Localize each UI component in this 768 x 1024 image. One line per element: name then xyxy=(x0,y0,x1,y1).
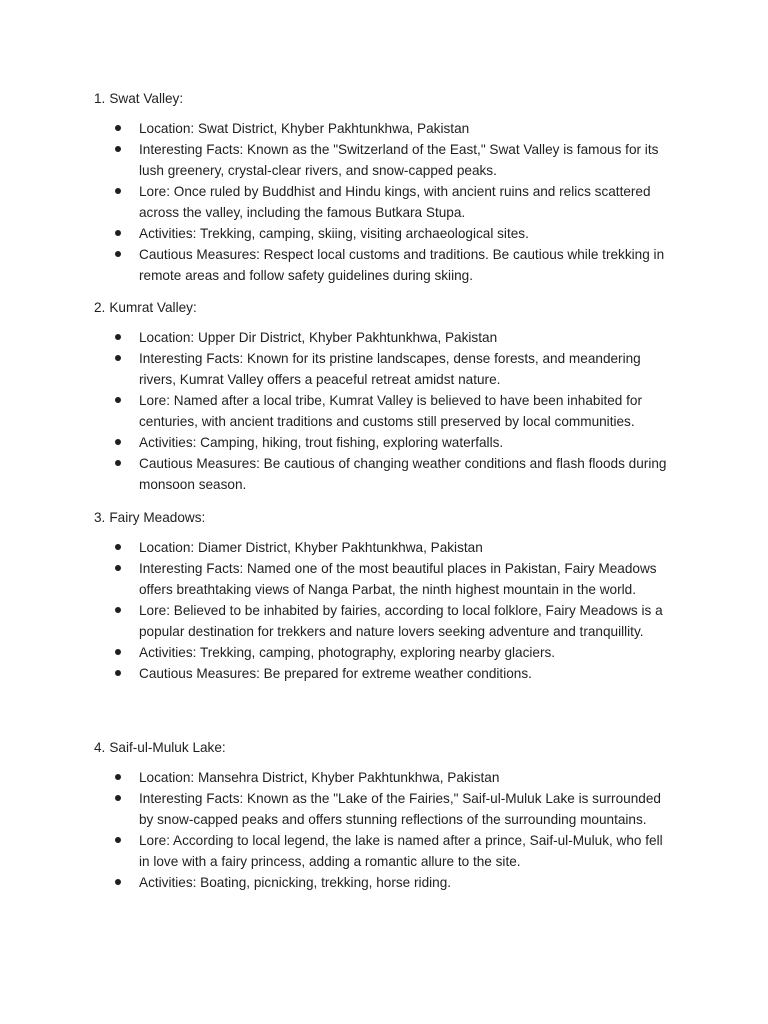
bullet-list xyxy=(0,327,768,495)
list-item xyxy=(0,872,768,893)
list-item xyxy=(0,642,768,663)
list-item xyxy=(0,830,768,872)
list-item xyxy=(0,348,768,390)
section-heading xyxy=(94,297,197,318)
bullet-icon xyxy=(115,397,121,403)
bullet-list xyxy=(0,118,768,286)
list-item-text: Lore: Once ruled by Buddhist and Hindu kings, with ancient ruins and relics scattered across the valley, including the famous Butkara Stupa. xyxy=(139,184,651,220)
list-item xyxy=(0,244,768,286)
list-item xyxy=(0,767,768,788)
bullet-icon xyxy=(115,670,121,676)
section-number: 3. xyxy=(94,510,106,525)
list-item-text: Lore: According to local legend, the lake is named after a prince, Saif-ul-Muluk, who fell in love with a fairy princess, adding a romantic allure to the site. xyxy=(139,833,663,869)
list-item xyxy=(0,390,768,432)
bullet-icon xyxy=(115,188,121,194)
list-item-text: Location: Swat District, Khyber Pakhtunkhwa, Pakistan xyxy=(139,121,470,136)
section-heading xyxy=(94,507,205,528)
bullet-icon xyxy=(115,439,121,445)
bullet-icon xyxy=(115,544,121,550)
bullet-icon xyxy=(115,251,121,257)
list-item-text: Cautious Measures: Be prepared for extreme weather conditions. xyxy=(139,666,532,681)
bullet-icon xyxy=(115,649,121,655)
list-item xyxy=(0,223,768,244)
bullet-list xyxy=(0,537,768,684)
section-title: Fairy Meadows: xyxy=(109,510,206,525)
bullet-icon xyxy=(115,334,121,340)
list-item-text: Interesting Facts: Known as the "Switzerland of the East," Swat Valley is famous for its lush greenery, crystal-clear rivers, and snow-capped peaks. xyxy=(139,142,659,178)
list-item xyxy=(0,118,768,139)
bullet-icon xyxy=(115,774,121,780)
bullet-icon xyxy=(115,879,121,885)
bullet-icon xyxy=(115,837,121,843)
list-item xyxy=(0,432,768,453)
bullet-icon xyxy=(115,230,121,236)
list-item-text: Lore: Named after a local tribe, Kumrat Valley is believed to have been inhabited for centuries, with ancient traditions and customs still preserved by local communities. xyxy=(139,393,643,429)
list-item xyxy=(0,663,768,684)
list-item-text: Activities: Trekking, camping, skiing, visiting archaeological sites. xyxy=(139,226,529,241)
list-item-text: Cautious Measures: Be cautious of changing weather conditions and flash floods during monsoon season. xyxy=(139,456,667,492)
bullet-icon xyxy=(115,565,121,571)
section-title: Saif-ul-Muluk Lake: xyxy=(109,740,226,755)
list-item xyxy=(0,788,768,830)
list-item-text: Location: Upper Dir District, Khyber Pakhtunkhwa, Pakistan xyxy=(139,330,498,345)
bullet-icon xyxy=(115,795,121,801)
bullet-icon xyxy=(115,125,121,131)
list-item xyxy=(0,600,768,642)
section-heading xyxy=(94,88,183,109)
list-item-text: Location: Mansehra District, Khyber Pakhtunkhwa, Pakistan xyxy=(139,770,500,785)
list-item-text: Cautious Measures: Respect local customs and traditions. Be cautious while trekking in remote areas and follow safety guidelines during skiing. xyxy=(139,247,665,283)
list-item xyxy=(0,558,768,600)
bullet-icon xyxy=(115,146,121,152)
list-item-text: Interesting Facts: Named one of the most beautiful places in Pakistan, Fairy Meadows offers breathtaking views of Nanga Parbat, the ninth highest mountain in the world. xyxy=(139,561,657,597)
section-title: Swat Valley: xyxy=(109,91,184,106)
list-item-text: Activities: Boating, picnicking, trekking, horse riding. xyxy=(139,875,452,890)
list-item-text: Location: Diamer District, Khyber Pakhtunkhwa, Pakistan xyxy=(139,540,483,555)
list-item xyxy=(0,327,768,348)
bullet-icon xyxy=(115,355,121,361)
list-item-text: Lore: Believed to be inhabited by fairies, according to local folklore, Fairy Meadows is a popular destination for trekkers and nature lovers seeking adventure and tranquillity. xyxy=(139,603,663,639)
list-item xyxy=(0,139,768,181)
section-heading xyxy=(94,737,226,758)
bullet-icon xyxy=(115,607,121,613)
list-item xyxy=(0,537,768,558)
section-number: 2. xyxy=(94,300,106,315)
section-number: 1. xyxy=(94,91,106,106)
list-item-text: Activities: Camping, hiking, trout fishing, exploring waterfalls. xyxy=(139,435,504,450)
bullet-list xyxy=(0,767,768,893)
section-title: Kumrat Valley: xyxy=(109,300,197,315)
bullet-icon xyxy=(115,460,121,466)
list-item-text: Interesting Facts: Known for its pristine landscapes, dense forests, and meandering rivers, Kumrat Valley offers a peaceful retreat amidst nature. xyxy=(139,351,641,387)
list-item-text: Activities: Trekking, camping, photography, exploring nearby glaciers. xyxy=(139,645,556,660)
list-item xyxy=(0,453,768,495)
list-item xyxy=(0,181,768,223)
list-item-text: Interesting Facts: Known as the "Lake of the Fairies," Saif-ul-Muluk Lake is surrounded by snow-capped peaks and offers stunning reflections of the surrounding mountains. xyxy=(139,791,661,827)
section-number: 4. xyxy=(94,740,106,755)
